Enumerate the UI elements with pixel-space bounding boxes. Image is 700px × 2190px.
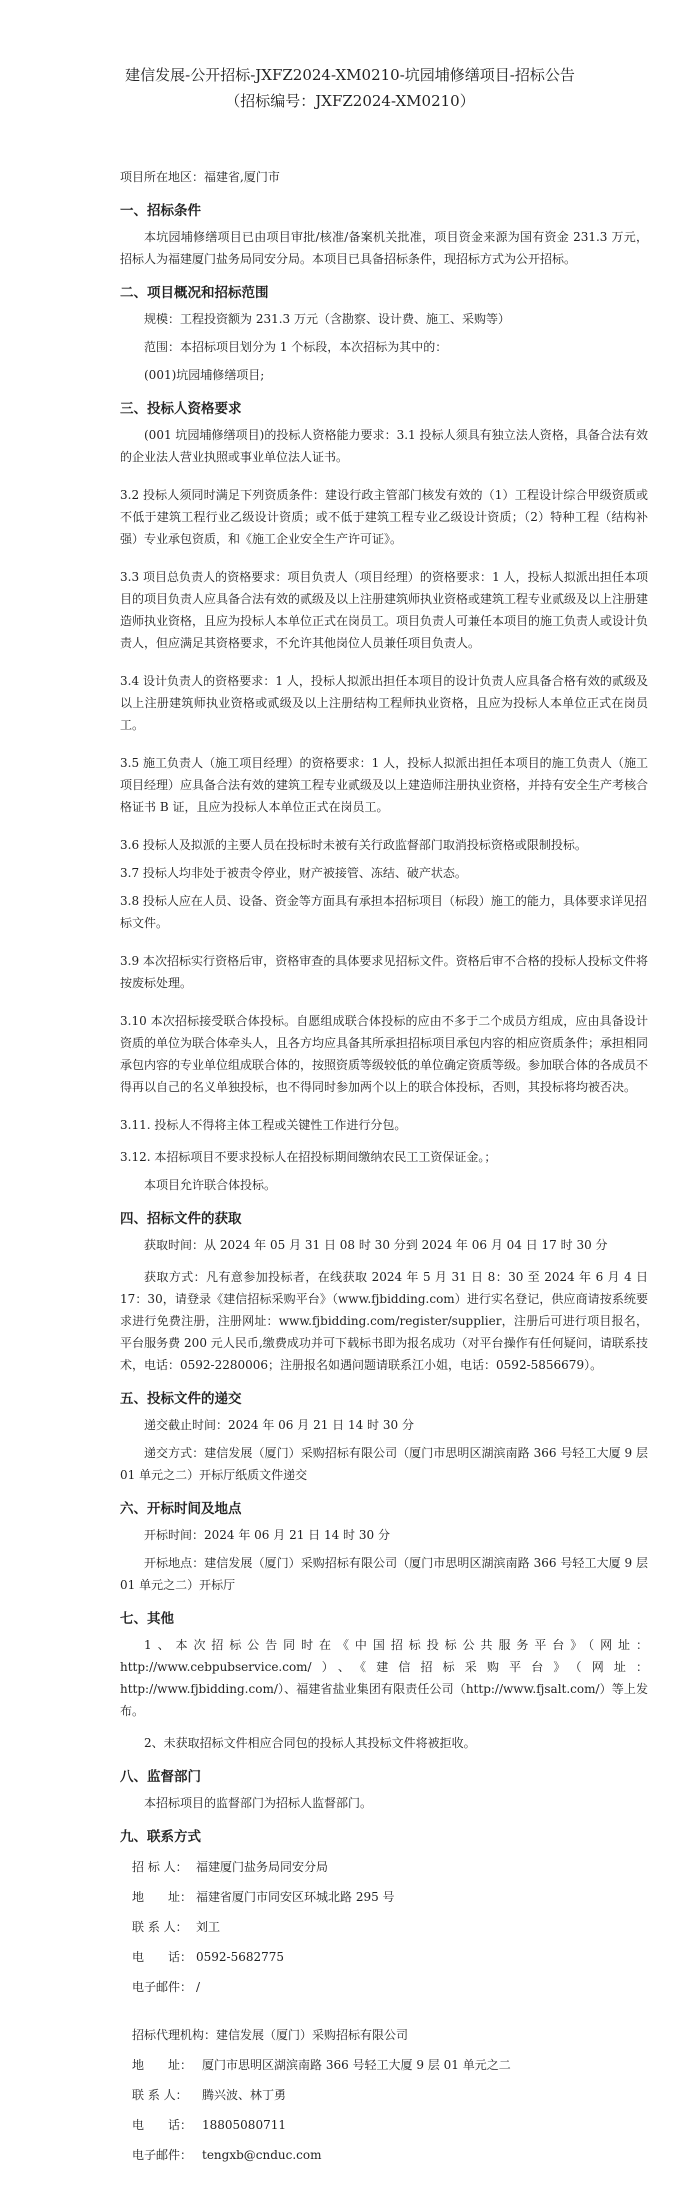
section-1-text: 本坑园埔修缮项目已由项目审批/核准/备案机关批准，项目资金来源为国有资金 231.3 万元，招标人为福建厦门盐务局同安分局。本项目已具备招标条件，现招标方式为公开招标。 bbox=[120, 230, 648, 266]
section-6-heading: 六、开标时间及地点 bbox=[120, 1501, 242, 1517]
project-lot: (001)坑园埔修缮项目; bbox=[144, 368, 265, 382]
contact-label: 电子邮件： bbox=[132, 2148, 193, 2162]
document-acquisition-method: 获取方式：凡有意参加投标者，在线获取 2024 年 5 月 31 日 8：30 至 2024 年 6 月 4 日 17：30，请登录《建信招标采购平台》（www.fjbidding.com）进行实名登记，供应商请按系统要求进行免费注册，注册网址：www.fjbidding.com/register/supplier，注册后可进行项目报名，平台服务费 200 元人民币,缴费成功并可下载标书即为报名成功（对平台操作有任何疑问，请联系技术，电话：0592-2280006；注册报名如遇问题请联系江小姐，电话：0592-5856679）。 bbox=[120, 1270, 648, 1372]
project-scope: 范围：本招标项目划分为 1 个标段，本次招标为其中的： bbox=[144, 340, 448, 354]
tenderer-address-row bbox=[120, 1886, 648, 1908]
qualification-3-5: 3.5 施工负责人（施工项目经理）的资格要求：1 人，投标人拟派出担任本项目的施工负责人（施工项目经理）应具备合法有效的建筑工程专业贰级及以上建造师注册执业资格，并持有安全生产考核合格证书 B 证，且应为投标人本单位正式在岗员工。 bbox=[120, 756, 649, 814]
qualification-3-10: 3.10 本次招标接受联合体投标。自愿组成联合体投标的应由不多于二个成员方组成，应由具备设计资质的单位为联合体牵头人，且各方均应具备其所承担招标项目承包内容的相应资质条件；承担相同承包内容的专业单位组成联合体的，按照资质等级较低的单位确定资质等级。参加联合体的各成员不得再以自己的名义单独投标，也不得同时参加两个以上的联合体投标，否则，其投标将均被否决。 bbox=[120, 1014, 649, 1094]
other-item-2: 2、未获取招标文件相应合同包的投标人其投标文件将被拒收。 bbox=[144, 1736, 476, 1750]
contact-value: 刘工 bbox=[196, 1920, 221, 1934]
qualification-3-6: 3.6 投标人及拟派的主要人员在投标时未被有关行政监督部门取消投标资格或限制投标。 bbox=[120, 838, 587, 852]
opening-place: 开标地点：建信发展（厦门）采购招标有限公司（厦门市思明区湖滨南路 366 号轻工大厦 9 层 01 单元之二）开标厅 bbox=[120, 1556, 648, 1592]
contact-value: tengxb@cnduc.com bbox=[202, 2148, 322, 2162]
joint-bid-allowed: 本项目允许联合体投标。 bbox=[144, 1178, 277, 1192]
section-2-heading: 二、项目概况和招标范围 bbox=[120, 285, 269, 301]
agency-contact bbox=[120, 2024, 648, 2166]
tenderer-phone-row bbox=[120, 1946, 648, 1968]
tenderer-email-row bbox=[120, 1976, 648, 1998]
section-3-heading: 三、投标人资格要求 bbox=[120, 401, 242, 417]
title-line-1: 建信发展-公开招标-JXFZ2024-XM0210-坑园埔修缮项目-招标公告 bbox=[125, 66, 575, 84]
qualification-3-1: (001 坑园埔修缮项目)的投标人资格能力要求：3.1 投标人须具有独立法人资格，具备合法有效的企业法人营业执照或事业单位法人证书。 bbox=[120, 428, 648, 464]
section-4-heading: 四、招标文件的获取 bbox=[120, 1211, 242, 1227]
section-1-heading: 一、招标条件 bbox=[120, 203, 201, 219]
contact-value: 福建省厦门市同安区环城北路 295 号 bbox=[196, 1890, 395, 1904]
qualification-3-7: 3.7 投标人均非处于被责令停业，财产被接管、冻结、破产状态。 bbox=[120, 866, 467, 880]
contact-value: 厦门市思明区湖滨南路 366 号轻工大厦 9 层 01 单元之二 bbox=[202, 2058, 511, 2072]
contact-label: 电子邮件： bbox=[132, 1980, 193, 1994]
contact-value: 腾兴波、林丁勇 bbox=[202, 2088, 287, 2102]
contact-label: 联 系 人： bbox=[132, 2088, 188, 2102]
document-title bbox=[52, 62, 648, 114]
tenderer-contact bbox=[120, 1856, 648, 1998]
tenderer-name-row bbox=[120, 1856, 648, 1878]
section-5-heading: 五、投标文件的递交 bbox=[120, 1391, 242, 1407]
agency-address-row bbox=[132, 2054, 648, 2076]
qualification-3-4: 3.4 设计负责人的资格要求：1 人，投标人拟派出担任本项目的设计负责人应具备合格有效的贰级及以上注册建筑师执业资格或贰级及以上注册结构工程师执业资格，且应为投标人本单位正式在岗员工。 bbox=[120, 674, 648, 732]
submission-deadline: 递交截止时间：2024 年 06 月 21 日 14 时 30 分 bbox=[144, 1418, 414, 1432]
document-acquisition-time: 获取时间：从 2024 年 05 月 31 日 08 时 30 分到 2024 年 06 月 04 日 17 时 30 分 bbox=[144, 1238, 608, 1252]
section-8-heading: 八、监督部门 bbox=[120, 1769, 201, 1785]
project-region: 项目所在地区：福建省,厦门市 bbox=[120, 170, 280, 184]
qualification-3-2: 3.2 投标人须同时满足下列资质条件：建设行政主管部门核发有效的（1）工程设计综合甲级资质或不低于建筑工程行业乙级设计资质；或不低于建筑工程专业乙级设计资质；（2）特种工程（结构补强）专业承包资质，和《施工企业安全生产许可证》。 bbox=[120, 488, 648, 546]
contact-label: 联 系 人： bbox=[132, 1920, 188, 1934]
contact-value: 福建厦门盐务局同安分局 bbox=[196, 1860, 329, 1874]
other-item-1: 1、本次招标公告同时在《中国招标投标公共服务平台》（网址：http://www.cebpubservice.com/）、《建信招标采购平台》（网址：http://www.fjbidding.com/）、福建省盐业集团有限责任公司（http://www.fjsalt.com/）等上发布。 bbox=[120, 1638, 648, 1718]
opening-time: 开标时间：2024 年 06 月 21 日 14 时 30 分 bbox=[144, 1528, 390, 1542]
contact-value: 0592-5682775 bbox=[196, 1950, 285, 1964]
tenderer-contact-person-row bbox=[120, 1916, 648, 1938]
contact-label: 招 标 人： bbox=[132, 1860, 188, 1874]
qualification-3-8: 3.8 投标人应在人员、设备、资金等方面具有承担本招标项目（标段）施工的能力，具体要求详见招标文件。 bbox=[120, 894, 647, 930]
qualification-3-11: 3.11. 投标人不得将主体工程或关键性工作进行分包。 bbox=[120, 1118, 407, 1132]
project-scale: 规模：工程投资额为 231.3 万元（含勘察、设计费、施工、采购等） bbox=[144, 312, 510, 326]
agency-name: 招标代理机构：建信发展（厦门）采购招标有限公司 bbox=[132, 2028, 409, 2042]
section-9-heading: 九、联系方式 bbox=[120, 1829, 201, 1845]
section-7-heading: 七、其他 bbox=[120, 1611, 174, 1627]
qualification-3-3: 3.3 项目总负责人的资格要求：项目负责人（项目经理）的资格要求：1 人，投标人拟派出担任本项目的项目负责人应具备合法有效的贰级及以上注册建筑师执业资格或建筑工程专业贰级及以上注册建造师执业资格，且应为投标人本单位正式在岗员工。项目负责人可兼任本项目的施工负责人或设计负责人，但应满足其资格要求，不允许其他岗位人员兼任项目负责人。 bbox=[120, 570, 649, 650]
contact-label: 电 话： bbox=[132, 1950, 193, 1964]
contact-label: 电 话： bbox=[132, 2118, 193, 2132]
contact-value: 18805080711 bbox=[202, 2118, 286, 2132]
contact-label: 地 址： bbox=[132, 1890, 193, 1904]
qualification-3-12: 3.12. 本招标项目不要求投标人在招投标期间缴纳农民工工资保证金。； bbox=[120, 1150, 497, 1164]
contact-value: / bbox=[196, 1980, 201, 1994]
contact-label: 地 址： bbox=[132, 2058, 193, 2072]
agency-phone-row bbox=[132, 2114, 648, 2136]
qualification-3-9: 3.9 本次招标实行资格后审，资格审查的具体要求见招标文件。资格后审不合格的投标人投标文件将按废标处理。 bbox=[120, 954, 648, 990]
agency-email-row bbox=[132, 2144, 648, 2166]
supervision-text: 本招标项目的监督部门为招标人监督部门。 bbox=[144, 1796, 373, 1810]
title-line-2: （招标编号：JXFZ2024-XM0210） bbox=[225, 92, 475, 110]
agency-contact-person-row bbox=[132, 2084, 648, 2106]
submission-method: 递交方式：建信发展（厦门）采购招标有限公司（厦门市思明区湖滨南路 366 号轻工大厦 9 层 01 单元之二）开标厅纸质文件递交 bbox=[120, 1446, 648, 1482]
